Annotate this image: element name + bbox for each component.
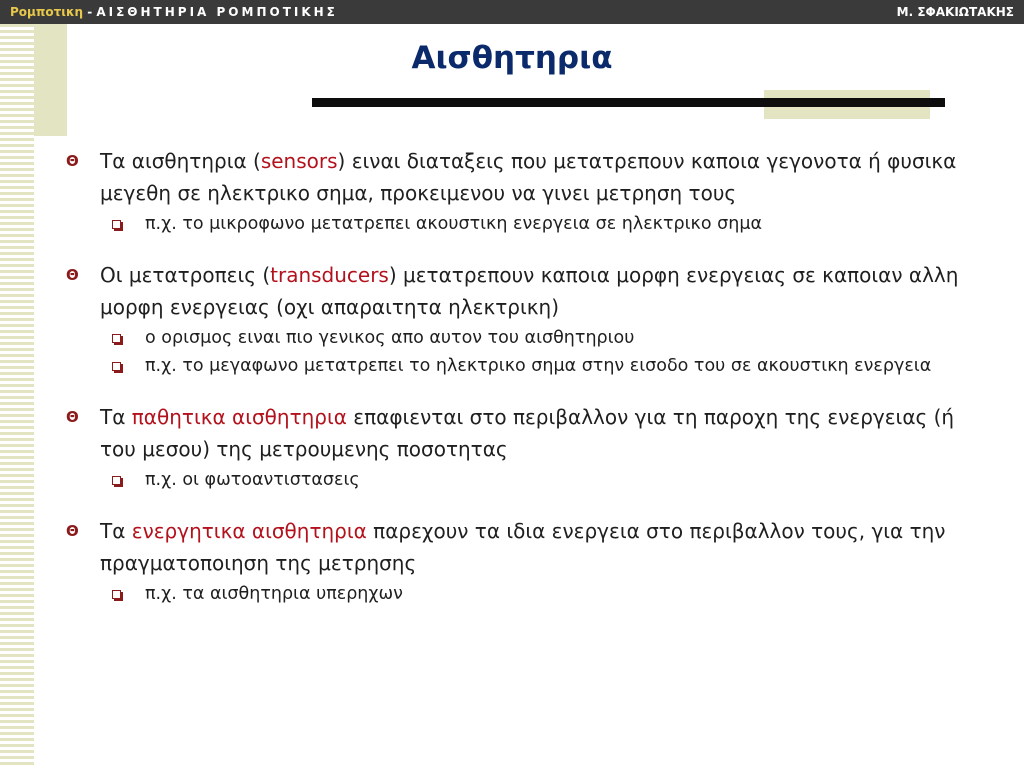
sub-bullet-text: ο ορισμος ειναι πιο γενικος απο αυτον του αισθητηριου <box>145 328 635 348</box>
sub-bullet-text: π.χ. τα αισθητηρια υπερηχων <box>145 584 403 604</box>
course-name: Ρομποτικη <box>10 5 84 19</box>
bullet-text <box>66 145 996 209</box>
header-left <box>10 5 338 19</box>
sub-bullet <box>66 581 996 607</box>
bullet-text-part: Οι μετατροπεις ( <box>100 263 271 287</box>
title-underline <box>312 98 945 107</box>
bullet-text-part: ) μετατρεπουν καποια μορφη ενεργειας σε καποιαν αλλη μορφη ενεργειας (οχι απαραιτητα ηλεκτρικη) <box>100 263 959 319</box>
bullet-text <box>66 259 996 323</box>
course-topic: ΑΙΣΘΗΤΗΡΙΑ ΡΟΜΠΟΤΙΚΗΣ <box>96 5 338 19</box>
bullet-text-part: Τα <box>100 519 132 543</box>
shadowed-square-bullet-icon <box>112 362 121 371</box>
decorative-stripes <box>0 24 34 768</box>
sub-bullet <box>66 353 996 379</box>
shadowed-square-bullet-icon <box>112 220 121 229</box>
bullet-text <box>66 401 996 465</box>
shadowed-square-bullet-icon <box>112 476 121 485</box>
slide-body <box>66 145 996 629</box>
bullet-text-part: επαφιενται στο περιβαλλον για τη παροχη της ενεργειας (ή του μεσου) της μετρουμενης ποσοτητας <box>100 405 955 461</box>
slide-title: Αισθητηρια <box>411 40 613 76</box>
round-bullet-icon: Θ <box>66 522 79 540</box>
sub-bullet-text: π.χ. το μεγαφωνο μετατρεπει το ηλεκτρικο σημα στην εισοδο του σε ακουστικη ενεργεια <box>145 356 932 376</box>
highlight-term: ενεργητικα αισθητηρια <box>131 519 367 543</box>
highlight-term: παθητικα αισθητηρια <box>131 405 347 429</box>
round-bullet-icon: Θ <box>66 266 79 284</box>
sub-bullet-text: π.χ. το μικροφωνο μετατρεπει ακουστικη ενεργεια σε ηλεκτρικο σημα <box>145 214 762 234</box>
sub-bullet-text: π.χ. οι φωτοαντιστασεις <box>145 470 360 490</box>
highlight-term: sensors <box>260 149 338 173</box>
header-bar <box>0 0 1024 24</box>
bullet-text-part: Τα <box>100 405 132 429</box>
shadowed-square-bullet-icon <box>112 590 121 599</box>
round-bullet-icon: Θ <box>66 152 79 170</box>
bullet-item <box>66 145 996 237</box>
author-name: Μ. ΣΦΑΚΙΩΤΑΚΗΣ <box>896 5 1014 19</box>
bullet-item <box>66 401 996 493</box>
sub-bullet <box>66 211 996 237</box>
sub-bullet <box>66 467 996 493</box>
bullet-text <box>66 515 996 579</box>
header-separator: - <box>83 5 97 19</box>
bullet-text-part: ) ειναι διαταξεις που μετατρεπουν καποια γεγονοτα ή φυσικα μεγεθη σε ηλεκτρικο σημα, προκειμενου να γινει μετρηση τους <box>100 149 957 205</box>
sub-bullet <box>66 325 996 351</box>
shadowed-square-bullet-icon <box>112 334 121 343</box>
bullet-item <box>66 515 996 607</box>
round-bullet-icon: Θ <box>66 408 79 426</box>
highlight-term: transducers <box>270 263 389 287</box>
bullet-text-part: Τα αισθητηρια ( <box>100 149 261 173</box>
bullet-text-part: παρεχουν τα ιδια ενεργεια στο περιβαλλον τους, για την πραγματοποιηση της μετρησης <box>100 519 946 575</box>
bullet-item <box>66 259 996 379</box>
